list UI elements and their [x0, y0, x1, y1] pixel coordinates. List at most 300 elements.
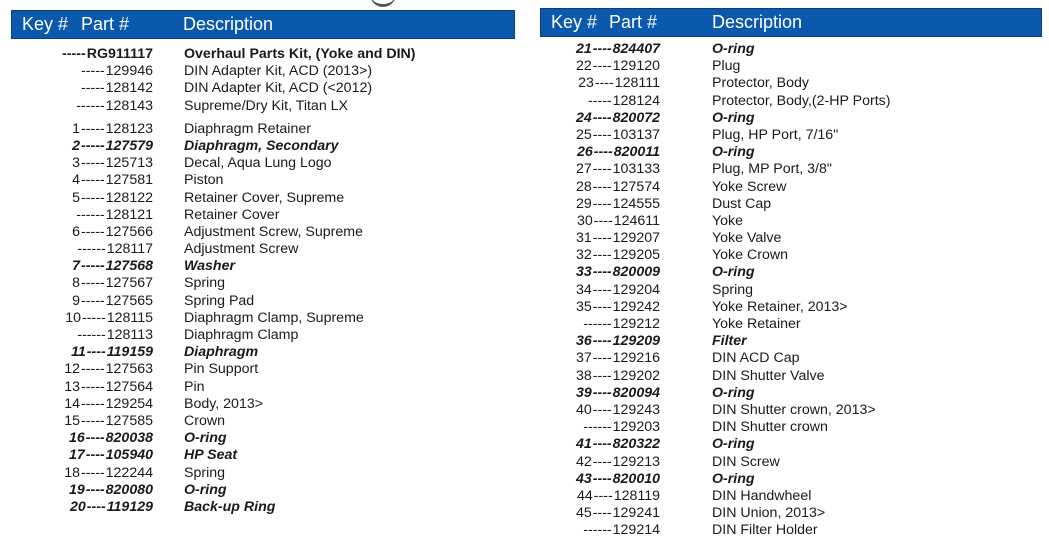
- key-number: 41: [575, 436, 592, 453]
- key-number: 26: [577, 144, 593, 161]
- part-number: 127581: [105, 172, 153, 189]
- key-part-number: [65, 310, 153, 327]
- part-description: O-ring: [712, 384, 755, 401]
- key-part-cell: [540, 488, 660, 505]
- part-description: Pin: [184, 378, 205, 395]
- key-dash-leader: -----: [81, 120, 105, 137]
- part-description: Piston: [184, 172, 224, 189]
- parts-row: [540, 247, 1042, 264]
- key-number: 43: [575, 470, 592, 487]
- part-number: 103137: [612, 126, 660, 143]
- key-part-number: [577, 144, 660, 161]
- key-part-number: [72, 121, 153, 138]
- key-number: 39: [575, 384, 592, 401]
- parts-row: [540, 471, 1042, 488]
- key-part-number: [75, 98, 153, 115]
- part-number: 125713: [105, 155, 153, 172]
- parts-row: [540, 213, 1042, 230]
- key-part-number: [576, 385, 660, 402]
- key-part-cell: [11, 465, 153, 482]
- key-number: 15: [64, 412, 81, 429]
- part-number: 128122: [105, 189, 153, 206]
- parts-row: [11, 396, 515, 413]
- part-description: Protector, Body: [712, 75, 809, 92]
- key-part-number: [576, 41, 660, 58]
- parts-row: [11, 275, 515, 292]
- part-number: 129209: [612, 333, 660, 350]
- key-dash-leader: -----: [81, 63, 105, 80]
- key-dash-leader: ----: [592, 350, 612, 367]
- key-dash-leader: ----: [592, 384, 612, 401]
- key-dash-leader: ----: [592, 230, 612, 247]
- part-description: Yoke: [712, 212, 744, 229]
- parts-row: [11, 98, 515, 115]
- key-part-number: [576, 368, 660, 385]
- part-description: DIN Shutter crown: [712, 419, 828, 436]
- part-number: 105940: [105, 447, 153, 464]
- key-part-number: [72, 138, 153, 155]
- key-dash-leader: ----: [593, 487, 613, 504]
- part-description: Diaphragm Clamp: [184, 327, 299, 343]
- part-number: 820010: [612, 470, 660, 487]
- key-number: 4: [72, 172, 81, 189]
- key-number: 2: [72, 137, 81, 154]
- key-part-cell: [11, 447, 153, 464]
- key-dash-leader: ------: [583, 419, 612, 436]
- part-description: DIN Adapter Kit, ACD (2013>): [184, 63, 373, 80]
- key-part-cell: [540, 110, 660, 127]
- key-number: 34: [575, 281, 592, 298]
- key-part-number: [76, 327, 153, 344]
- part-number: 129214: [612, 522, 660, 539]
- key-part-number: [69, 482, 153, 499]
- key-number: 31: [575, 230, 592, 247]
- key-dash-leader: ------: [77, 241, 106, 258]
- key-dash-leader: ----: [592, 367, 612, 384]
- key-part-cell: [11, 190, 153, 207]
- key-number: 44: [577, 487, 593, 504]
- key-part-number: [582, 419, 660, 436]
- key-number: 30: [577, 212, 593, 229]
- part-description: Yoke Retainer: [712, 316, 801, 332]
- key-part-cell: [540, 230, 660, 247]
- header-key: Key #: [551, 12, 598, 32]
- part-number: 128117: [106, 241, 153, 258]
- part-description: Back-up Ring: [184, 498, 276, 515]
- key-number: 28: [575, 178, 592, 195]
- key-dash-leader: -----: [81, 80, 105, 97]
- part-description: Yoke Crown: [712, 247, 788, 264]
- key-part-number: [72, 224, 153, 241]
- key-part-number: [64, 396, 153, 413]
- part-description: Decal, Aqua Lung Logo: [184, 155, 332, 172]
- key-number: 10: [65, 309, 82, 326]
- key-part-cell: [11, 241, 153, 258]
- key-part-number: [70, 499, 153, 516]
- parts-table-right: [540, 0, 1042, 539]
- key-part-cell: [540, 299, 660, 316]
- key-part-cell: [11, 121, 153, 138]
- part-description: O-ring: [712, 264, 755, 281]
- part-description: Spring Pad: [184, 292, 255, 309]
- parts-row: [540, 436, 1042, 453]
- key-part-number: [577, 488, 660, 505]
- key-part-number: [576, 247, 660, 264]
- key-dash-leader: ----: [592, 126, 612, 143]
- key-part-cell: [11, 310, 153, 327]
- part-description: DIN ACD Cap: [712, 350, 800, 367]
- key-dash-leader: ----: [86, 344, 106, 361]
- part-number: 129216: [612, 350, 660, 367]
- part-number: RG911117: [86, 46, 153, 62]
- part-number: 129204: [612, 281, 660, 298]
- part-description: Spring: [184, 464, 226, 481]
- part-description: O-ring: [712, 41, 755, 57]
- key-part-cell: [540, 179, 660, 196]
- part-number: 128142: [105, 80, 153, 97]
- part-number: 127567: [105, 275, 153, 292]
- key-part-number: [576, 471, 660, 488]
- key-number: 35: [575, 298, 592, 315]
- key-dash-leader: -----: [81, 172, 105, 189]
- parts-row: [540, 161, 1042, 178]
- parts-row: [11, 379, 515, 396]
- parts-row: [540, 179, 1042, 196]
- key-dash-leader: ------: [76, 97, 105, 114]
- key-dash-leader: -----: [81, 223, 105, 240]
- part-number: 820072: [612, 109, 660, 126]
- part-description: Plug, MP Port, 3/8": [712, 161, 832, 178]
- key-dash-leader: ----: [592, 109, 612, 126]
- key-number: 3: [72, 155, 81, 172]
- part-description: Diaphragm Clamp, Supreme: [184, 309, 364, 326]
- key-dash-leader: ----: [592, 505, 612, 522]
- key-part-cell: [540, 41, 660, 58]
- key-part-cell: [540, 505, 660, 522]
- key-number: 7: [72, 258, 81, 275]
- key-number: 27: [575, 161, 592, 178]
- parts-row: [11, 63, 515, 80]
- part-number: 129213: [612, 453, 660, 470]
- part-description: Body, 2013>: [184, 395, 264, 412]
- part-description: O-ring: [712, 109, 755, 126]
- part-description: Washer: [184, 258, 235, 275]
- parts-row: [540, 93, 1042, 110]
- parts-row: [11, 138, 515, 155]
- parts-row: [11, 361, 515, 378]
- part-description: Diaphragm, Secondary: [184, 137, 339, 154]
- part-number: 127579: [105, 137, 153, 154]
- part-description: Retainer Cover, Supreme: [184, 189, 345, 206]
- key-number: 37: [575, 350, 592, 367]
- key-part-number: [576, 454, 660, 471]
- part-number: 820038: [105, 430, 153, 447]
- parts-row: [540, 299, 1042, 316]
- key-number: 12: [64, 361, 81, 378]
- key-number: 32: [575, 247, 592, 264]
- key-part-number: [80, 63, 153, 80]
- key-part-cell: [540, 471, 660, 488]
- part-description: Protector, Body,(2-HP Ports): [712, 92, 891, 109]
- key-part-cell: [11, 63, 153, 80]
- parts-row: [540, 264, 1042, 281]
- key-part-number: [72, 275, 153, 292]
- part-number: 820009: [612, 264, 660, 281]
- part-description: Dust Cap: [712, 195, 772, 212]
- key-number: 23: [578, 75, 594, 92]
- part-number: 129202: [612, 367, 660, 384]
- key-dash-leader: -----: [81, 189, 105, 206]
- header-description: Description: [183, 14, 274, 34]
- parts-row: [11, 121, 515, 138]
- part-number: 127585: [105, 412, 153, 429]
- key-dash-leader: ------: [583, 316, 612, 332]
- key-part-cell: [11, 413, 153, 430]
- key-number: 1: [72, 120, 81, 137]
- key-dash-leader: -----: [81, 155, 105, 172]
- key-part-number: [582, 522, 660, 539]
- key-dash-leader: ------: [583, 522, 612, 539]
- key-dash-leader: -----: [81, 395, 105, 412]
- key-number: 24: [575, 109, 592, 126]
- part-description: O-ring: [712, 144, 755, 161]
- key-number: 11: [71, 344, 86, 361]
- key-part-number: [64, 413, 153, 430]
- key-number: 40: [575, 401, 592, 418]
- key-number: 14: [64, 395, 81, 412]
- key-number: 21: [575, 41, 592, 57]
- part-number: 129242: [612, 298, 660, 315]
- key-number: 6: [72, 223, 81, 240]
- key-part-number: [577, 213, 660, 230]
- parts-row: [540, 402, 1042, 419]
- parts-list-left: [11, 46, 515, 516]
- part-description: Plug: [712, 58, 741, 75]
- key-dash-leader: ----: [592, 470, 612, 487]
- part-description: O-ring: [184, 481, 227, 498]
- key-number: 20: [70, 498, 86, 515]
- key-number: 45: [575, 505, 592, 522]
- key-part-cell: [540, 161, 660, 178]
- parts-row: [540, 385, 1042, 402]
- key-dash-leader: -----: [588, 92, 612, 109]
- parts-row: [540, 282, 1042, 299]
- key-part-number: [64, 465, 153, 482]
- key-number: 5: [72, 189, 81, 206]
- part-description: O-ring: [184, 430, 227, 447]
- key-part-number: [69, 430, 153, 447]
- key-dash-leader: ----: [85, 430, 105, 447]
- key-dash-leader: -----: [81, 137, 105, 154]
- part-description: Spring: [184, 275, 226, 292]
- key-part-number: [576, 110, 660, 127]
- key-number: 22: [575, 58, 592, 75]
- key-part-cell: [11, 224, 153, 241]
- key-part-number: [576, 505, 660, 522]
- key-dash-leader: ----: [85, 481, 105, 498]
- parts-row: [540, 488, 1042, 505]
- key-number: 36: [575, 333, 592, 350]
- parts-row: [11, 447, 515, 464]
- key-dash-leader: -----: [81, 258, 105, 275]
- part-description: Supreme/Dry Kit, Titan LX: [184, 97, 349, 114]
- key-dash-leader: ----: [592, 264, 612, 281]
- parts-row: [11, 258, 515, 275]
- part-number: 128113: [106, 327, 153, 343]
- key-number: 29: [575, 195, 592, 212]
- part-description: Adjustment Screw: [184, 241, 299, 258]
- part-description: Retainer Cover: [184, 206, 280, 223]
- key-part-cell: [11, 46, 153, 63]
- key-part-cell: [11, 172, 153, 189]
- part-number: 128124: [612, 92, 660, 109]
- key-part-number: [576, 282, 660, 299]
- part-number: 129946: [105, 63, 153, 80]
- parts-row: [11, 172, 515, 189]
- key-part-number: [576, 58, 660, 75]
- parts-row: [540, 454, 1042, 471]
- key-part-cell: [540, 247, 660, 264]
- key-part-cell: [540, 522, 660, 539]
- key-number: 8: [72, 275, 81, 292]
- key-part-cell: [540, 196, 660, 213]
- key-part-number: [76, 241, 153, 258]
- parts-row: [540, 368, 1042, 385]
- part-description: DIN Filter Holder: [712, 522, 818, 539]
- key-number: 13: [64, 378, 81, 395]
- key-part-number: [576, 350, 660, 367]
- key-number: 18: [64, 464, 81, 481]
- parts-row: [11, 413, 515, 430]
- key-dash-leader: -----: [81, 361, 105, 378]
- key-part-number: [61, 46, 153, 63]
- key-part-number: [576, 179, 660, 196]
- key-part-number: [576, 436, 660, 453]
- part-number: 129203: [612, 419, 660, 436]
- parts-row: [540, 75, 1042, 92]
- key-dash-leader: ----: [592, 333, 612, 350]
- parts-row: [540, 419, 1042, 436]
- key-number: 17: [68, 447, 85, 464]
- part-number: 127566: [105, 223, 153, 240]
- parts-row: [11, 310, 515, 327]
- key-part-cell: [11, 499, 153, 516]
- part-number: 127574: [612, 178, 660, 195]
- part-description: Yoke Retainer, 2013>: [712, 298, 848, 315]
- key-dash-leader: ----: [592, 298, 612, 315]
- table-header-left: [11, 10, 515, 39]
- key-dash-leader: ----: [86, 498, 106, 515]
- parts-row: [11, 499, 515, 516]
- parts-table-left: [11, 0, 515, 516]
- part-number: 128119: [613, 487, 660, 504]
- key-dash-leader: ----: [592, 281, 612, 298]
- parts-row: [11, 224, 515, 241]
- key-dash-leader: -----: [62, 46, 86, 62]
- key-dash-leader: -----: [81, 464, 105, 481]
- key-dash-leader: ----: [592, 401, 612, 418]
- key-part-cell: [540, 402, 660, 419]
- parts-row: [11, 80, 515, 97]
- part-description: Adjustment Screw, Supreme: [184, 223, 363, 240]
- key-part-cell: [11, 155, 153, 172]
- key-part-cell: [540, 282, 660, 299]
- part-description: HP Seat: [184, 447, 238, 464]
- key-part-cell: [540, 127, 660, 144]
- key-part-number: [80, 80, 153, 97]
- part-number: 128143: [105, 97, 153, 114]
- key-dash-leader: ----: [592, 247, 612, 264]
- key-part-number: [75, 207, 153, 224]
- key-dash-leader: ----: [593, 212, 613, 229]
- part-number: 820094: [612, 384, 660, 401]
- parts-list-right: [540, 41, 1042, 539]
- part-number: 124611: [613, 212, 660, 229]
- part-description: Plug, HP Port, 7/16": [712, 126, 839, 143]
- key-part-cell: [11, 327, 153, 344]
- key-dash-leader: ----: [594, 75, 614, 92]
- parts-row: [540, 522, 1042, 539]
- part-number: 124555: [612, 195, 660, 212]
- part-description: DIN Screw: [712, 453, 780, 470]
- key-part-number: [576, 161, 660, 178]
- table-header-right: [540, 8, 1042, 37]
- parts-row: [11, 344, 515, 361]
- parts-row: [540, 144, 1042, 161]
- parts-row: [11, 46, 515, 63]
- part-number: 127565: [105, 292, 153, 309]
- part-description: DIN Union, 2013>: [712, 505, 826, 522]
- part-number: 129120: [612, 58, 660, 75]
- key-part-number: [587, 93, 660, 110]
- part-number: 129241: [612, 505, 660, 522]
- part-number: 129207: [612, 230, 660, 247]
- part-description: Spring: [712, 281, 754, 298]
- key-part-cell: [11, 344, 153, 361]
- key-part-number: [64, 379, 153, 396]
- key-part-cell: [540, 368, 660, 385]
- key-number: 42: [575, 453, 592, 470]
- part-number: 103133: [612, 161, 660, 178]
- key-part-number: [576, 333, 660, 350]
- key-part-number: [72, 190, 153, 207]
- key-part-number: [576, 230, 660, 247]
- part-number: 128115: [106, 309, 153, 326]
- parts-row: [11, 482, 515, 499]
- key-part-number: [72, 293, 153, 310]
- key-part-cell: [11, 138, 153, 155]
- part-number: 128123: [105, 120, 153, 137]
- parts-row: [11, 430, 515, 447]
- parts-row: [540, 350, 1042, 367]
- key-part-cell: [540, 385, 660, 402]
- key-part-cell: [540, 144, 660, 161]
- key-part-cell: [11, 430, 153, 447]
- key-dash-leader: ----: [592, 161, 612, 178]
- part-number: 128121: [105, 206, 153, 223]
- part-description: Yoke Valve: [712, 230, 782, 247]
- key-dash-leader: ----: [592, 178, 612, 195]
- parts-row: [540, 196, 1042, 213]
- part-description: Diaphragm Retainer: [184, 120, 311, 137]
- parts-row: [11, 241, 515, 258]
- key-part-cell: [540, 316, 660, 333]
- part-number: 820080: [105, 481, 153, 498]
- key-dash-leader: -----: [81, 292, 105, 309]
- key-part-number: [72, 155, 153, 172]
- key-part-cell: [540, 58, 660, 75]
- key-number: 9: [72, 292, 81, 309]
